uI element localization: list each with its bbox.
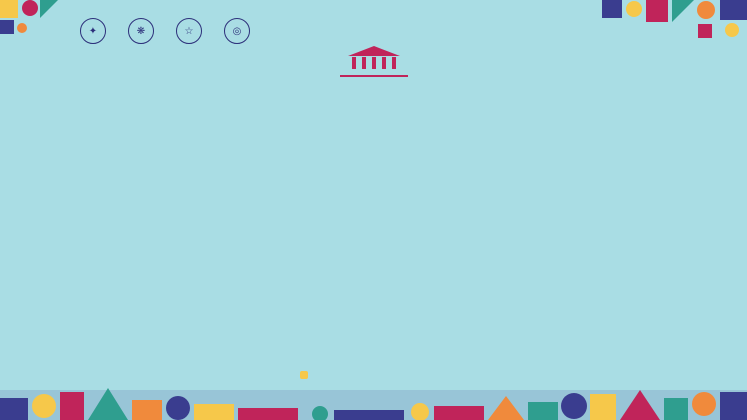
corner-pattern-top-right bbox=[602, 0, 747, 40]
museum-building-icon bbox=[340, 44, 408, 72]
logo-cerdas-berkarakter bbox=[176, 18, 206, 44]
g20-icon: ◎ bbox=[224, 18, 250, 44]
bottom-pattern bbox=[0, 368, 747, 420]
legend-swatch bbox=[300, 371, 308, 379]
museum-label bbox=[340, 75, 408, 77]
logo-g20 bbox=[224, 18, 254, 44]
museum-nasional-icon: ❋ bbox=[128, 18, 154, 44]
museum-logo bbox=[340, 44, 408, 77]
logo-museum-nasional bbox=[128, 18, 158, 44]
legend bbox=[300, 371, 316, 379]
corner-pattern-top-left bbox=[0, 0, 60, 40]
emblem-icon: ✦ bbox=[80, 18, 106, 44]
star-icon: ☆ bbox=[176, 18, 202, 44]
partner-logos bbox=[80, 18, 254, 44]
logo-kemendikbud bbox=[80, 18, 110, 44]
